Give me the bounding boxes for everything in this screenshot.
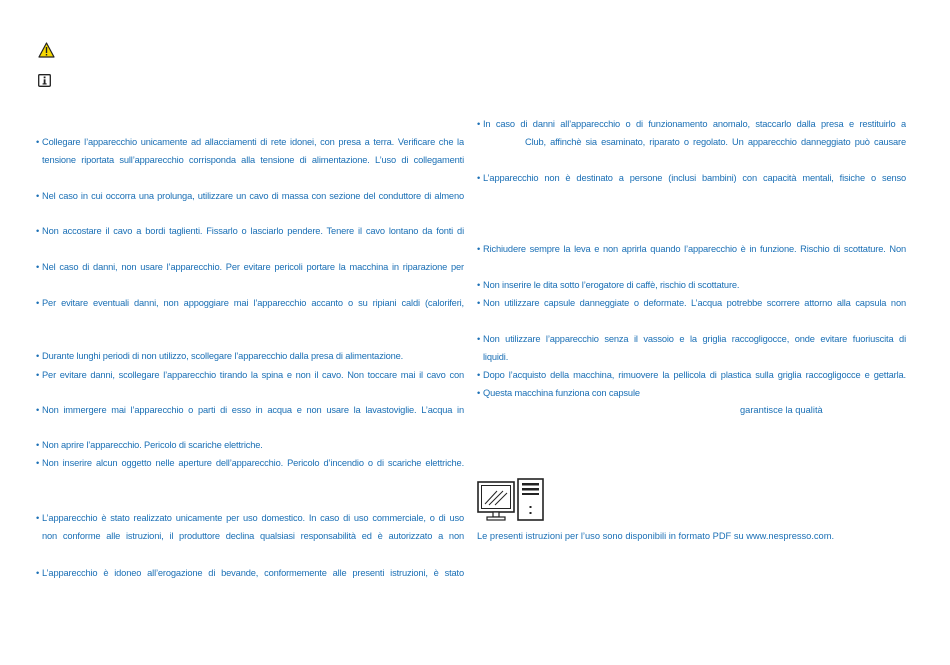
list-item-text: • Non accostare il cavo a bordi taglienti. Fissarlo o lasciarlo pendere. Tenere il cavo lontano da fonti di bbox=[36, 222, 464, 240]
list-item-text: • Per evitare danni, scollegare l’apparecchio tirando la spina e non il cavo. Non toccare mai il cavo con bbox=[36, 366, 464, 384]
list-item-text: • Collegare l’apparecchio unicamente ad allacciamenti di rete idonei, con presa a terra. Verificare che la bbox=[36, 133, 464, 151]
list-item-text: • Non inserire le dita sotto l’erogatore di caffè, rischio di scottature. bbox=[477, 276, 906, 294]
list-item bbox=[36, 347, 464, 365]
list-item-text: • Nel caso in cui occorra una prolunga, utilizzare un cavo di massa con sezione del conduttore di almeno bbox=[36, 187, 464, 205]
list-item-text: • Durante lunghi periodi di non utilizzo, scollegare l’apparecchio dalla presa di alimentazione. bbox=[36, 347, 464, 365]
pdf-availability-text: Le presenti istruzioni per l’uso sono disponibili in formato PDF su www.nespresso.com. bbox=[477, 531, 835, 541]
list-item-text: • Richiudere sempre la leva e non aprirla quando l’apparecchio è in funzione. Rischio di scottature. Non bbox=[477, 240, 906, 258]
list-item-text: non conforme alle istruzioni, il produttore declina qualsiasi responsabilità ed è autorizzato a non bbox=[42, 531, 464, 541]
list-item-text: • L’apparecchio è stato realizzato unicamente per uso domestico. In caso di uso commerciale, o di uso bbox=[36, 509, 464, 527]
list-item bbox=[36, 222, 464, 240]
list-item bbox=[477, 169, 906, 187]
list-item-text: liquidi. bbox=[483, 352, 509, 362]
list-item-text: • Nel caso di danni, non usare l’apparecchio. Per evitare pericoli portare la macchina in riparazione per bbox=[36, 258, 464, 276]
computer-monitor-icon bbox=[477, 478, 545, 522]
list-item-text: • Non immergere mai l’apparecchio o parti di esso in acqua e non usare la lavastoviglie. L’acqua in bbox=[36, 401, 464, 419]
list-item-text: • Non utilizzare l’apparecchio senza il vassoio e la griglia raccogligocce, onde evitare fuoriuscita di bbox=[477, 330, 906, 348]
list-item-text: Club, affinchè sia esaminato, riparato o regolato. Un apparecchio danneggiato può causare bbox=[525, 137, 906, 147]
list-item-text: • Non aprire l’apparecchio. Pericolo di scariche elettriche. bbox=[36, 436, 464, 454]
list-item bbox=[477, 240, 906, 258]
list-item bbox=[36, 133, 464, 169]
list-item-text: tensione riportata sull’apparecchio corrisponda alla tensione di alimentazione. L’uso di collegamenti bbox=[42, 155, 464, 165]
list-item bbox=[36, 366, 464, 384]
warning-icon bbox=[38, 42, 55, 58]
list-item-text: • In caso di danni all’apparecchio o di funzionamento anomalo, staccarlo dalla presa e restituirlo a bbox=[477, 115, 906, 133]
list-item bbox=[477, 366, 906, 384]
list-item bbox=[477, 330, 906, 366]
list-item bbox=[36, 258, 464, 276]
list-item bbox=[36, 564, 464, 582]
list-item-text: • L’apparecchio non è destinato a persone (inclusi bambini) con capacità mentali, fisiche o senso bbox=[477, 169, 906, 187]
list-item bbox=[477, 294, 906, 312]
list-item bbox=[36, 294, 464, 312]
list-item bbox=[477, 115, 906, 151]
list-item bbox=[36, 509, 464, 545]
list-item-text: • Dopo l’acquisto della macchina, rimuovere la pellicola di plastica sulla griglia raccogligocce e gettarla. bbox=[477, 366, 906, 384]
list-item bbox=[36, 401, 464, 419]
list-item-text: • Questa macchina funziona con capsule bbox=[477, 384, 906, 402]
list-item-text: • L’apparecchio è idoneo all’erogazione di bevande, conformemente alle presenti istruzioni, è stato bbox=[36, 564, 464, 582]
list-item bbox=[477, 276, 906, 294]
list-item bbox=[36, 187, 464, 205]
quality-text: garantisce la qualità bbox=[740, 405, 823, 415]
list-item-text: • Non utilizzare capsule danneggiate o deformate. L’acqua potrebbe scorrere attorno alla capsula non bbox=[477, 294, 906, 312]
list-item-text: • Non inserire alcun oggetto nelle aperture dell’apparecchio. Pericolo d’incendio o di scariche elettriche. bbox=[36, 454, 464, 472]
list-item-text: • Per evitare eventuali danni, non appoggiare mai l’apparecchio accanto o su ripiani caldi (caloriferi, bbox=[36, 294, 464, 312]
info-icon bbox=[38, 74, 51, 87]
list-item bbox=[477, 384, 906, 402]
list-item bbox=[36, 454, 464, 472]
list-item bbox=[36, 436, 464, 454]
